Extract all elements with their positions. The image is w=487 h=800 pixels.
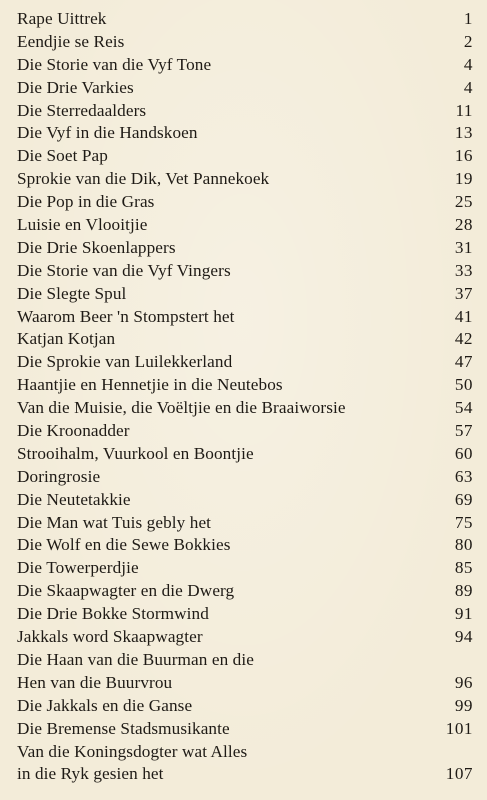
toc-entry — [17, 466, 473, 489]
toc-entry-page: 94 — [454, 627, 473, 647]
toc-entry-page: 16 — [454, 146, 473, 166]
toc-entry — [17, 351, 473, 374]
toc-entry-title: Rape Uittrek — [17, 8, 107, 28]
toc-entry-page: 101 — [445, 718, 473, 738]
toc-entry — [17, 54, 473, 77]
toc-entry-title: Waarom Beer 'n Stompstert het — [17, 306, 235, 326]
toc-entry-title: Die Storie van die Vyf Vingers — [17, 260, 231, 280]
toc-entry-title: Die Drie Skoenlappers — [17, 237, 176, 257]
toc-entry-title: Luisie en Vlooitjie — [17, 215, 148, 234]
toc-entry-page: 50 — [454, 375, 473, 395]
toc-entry-title: Die Towerperdjie — [17, 558, 139, 578]
toc-entry — [17, 603, 473, 626]
toc-entry — [17, 191, 473, 214]
toc-entry-page: 96 — [454, 672, 473, 692]
toc-entry-page: 80 — [454, 535, 473, 555]
toc-entry-page: 85 — [454, 558, 473, 578]
toc-entry — [17, 443, 473, 466]
toc-entry-title: Jakkals word Skaapwagter — [17, 627, 203, 647]
toc-entry-title: Die Pop in die Gras — [17, 192, 155, 212]
toc-entry-page: 28 — [454, 215, 473, 234]
toc-entry — [17, 374, 473, 397]
toc-entry-page: 99 — [454, 695, 473, 715]
toc-entry-page: 57 — [454, 421, 473, 441]
toc-entry-page: 60 — [454, 443, 473, 463]
toc-entry-page: 2 — [463, 31, 473, 51]
toc-entry-title: Die Soet Pap — [17, 146, 108, 166]
toc-entry-title: Die Kroonadder — [17, 421, 130, 441]
toc-entry — [17, 122, 473, 145]
toc-entry — [17, 214, 473, 237]
toc-entry-title: Die Haan van die Buurman en die Hen van die Buurvrou — [17, 649, 254, 692]
toc-entry — [17, 100, 473, 123]
toc-entry-page: 25 — [454, 192, 473, 212]
toc-entry — [17, 8, 473, 31]
toc-entry-page: 4 — [463, 54, 473, 74]
toc-entry-page: 54 — [454, 398, 473, 418]
toc-entry-title: Die Drie Varkies — [17, 77, 134, 97]
toc-entry-page: 11 — [455, 100, 473, 120]
toc-entry — [17, 420, 473, 443]
toc-entry-title: Die Wolf en die Sewe Bokkies — [17, 535, 231, 555]
toc-entry-page: 37 — [454, 283, 473, 303]
toc-entry — [17, 168, 473, 191]
toc-entry — [17, 626, 473, 649]
toc-entry — [17, 489, 473, 512]
toc-entry-page: 107 — [445, 764, 473, 784]
toc-entry — [17, 397, 473, 420]
toc-entry — [17, 260, 473, 283]
toc-entry-page: 75 — [454, 512, 473, 532]
toc-entry-title: Die Vyf in die Handskoen — [17, 123, 198, 143]
toc-entry-title: Die Man wat Tuis gebly het — [17, 512, 212, 532]
toc-entry-title: Doringrosie — [17, 466, 101, 486]
toc-entry-page: 13 — [454, 123, 473, 143]
toc-entry — [17, 77, 473, 100]
toc-entry-title: Die Jakkals en die Ganse — [17, 695, 193, 715]
toc-entry — [17, 283, 473, 306]
toc-entry-page: 31 — [454, 237, 473, 257]
toc-entry-page: 19 — [454, 169, 473, 189]
toc-entry-title: Van die Koningsdogter wat Alles in die Ryk gesien het — [17, 741, 248, 784]
toc-entry-title: Van die Muisie, die Voëltjie en die Braaiworsie — [17, 398, 346, 418]
table-of-contents — [17, 8, 473, 786]
toc-entry-page: 4 — [463, 77, 473, 97]
toc-entry-title: Haantjie en Hennetjie in die Neutebos — [17, 375, 283, 395]
toc-entry-title: Die Storie van die Vyf Tone — [17, 54, 212, 74]
toc-entry — [17, 31, 473, 54]
toc-entry-page: 63 — [454, 466, 473, 486]
toc-entry — [17, 649, 473, 695]
toc-entry — [17, 580, 473, 603]
toc-entry-title: Strooihalm, Vuurkool en Boontjie — [17, 443, 254, 463]
toc-entry-title: Die Neutetakkie — [17, 489, 131, 509]
toc-entry-page: 89 — [454, 581, 473, 601]
toc-entry — [17, 512, 473, 535]
toc-entry-title: Die Bremense Stadsmusikante — [17, 718, 230, 738]
toc-entry-page: 42 — [454, 329, 473, 349]
toc-entry — [17, 741, 473, 787]
toc-entry — [17, 237, 473, 260]
toc-entry-page: 91 — [454, 604, 473, 624]
toc-entry-page: 69 — [454, 489, 473, 509]
toc-entry-title: Die Drie Bokke Stormwind — [17, 604, 209, 624]
toc-entry-title: Katjan Kotjan — [17, 329, 116, 349]
toc-entry-title: Die Slegte Spul — [17, 283, 127, 303]
toc-entry-title: Die Sterredaalders — [17, 100, 147, 120]
toc-entry-title: Die Skaapwagter en die Dwerg — [17, 581, 235, 601]
toc-entry-page: 41 — [454, 306, 473, 326]
toc-entry-page: 33 — [454, 260, 473, 280]
toc-entry-title: Sprokie van die Dik, Vet Pannekoek — [17, 169, 270, 189]
toc-entry — [17, 718, 473, 741]
toc-entry — [17, 306, 473, 329]
toc-entry-page: 47 — [454, 352, 473, 372]
toc-entry-title: Eendjie se Reis — [17, 31, 125, 51]
toc-entry — [17, 557, 473, 580]
toc-entry — [17, 145, 473, 168]
toc-entry — [17, 534, 473, 557]
toc-entry — [17, 695, 473, 718]
toc-entry-page: 1 — [463, 8, 473, 28]
toc-entry-title: Die Sprokie van Luilekkerland — [17, 352, 233, 372]
toc-entry — [17, 328, 473, 351]
